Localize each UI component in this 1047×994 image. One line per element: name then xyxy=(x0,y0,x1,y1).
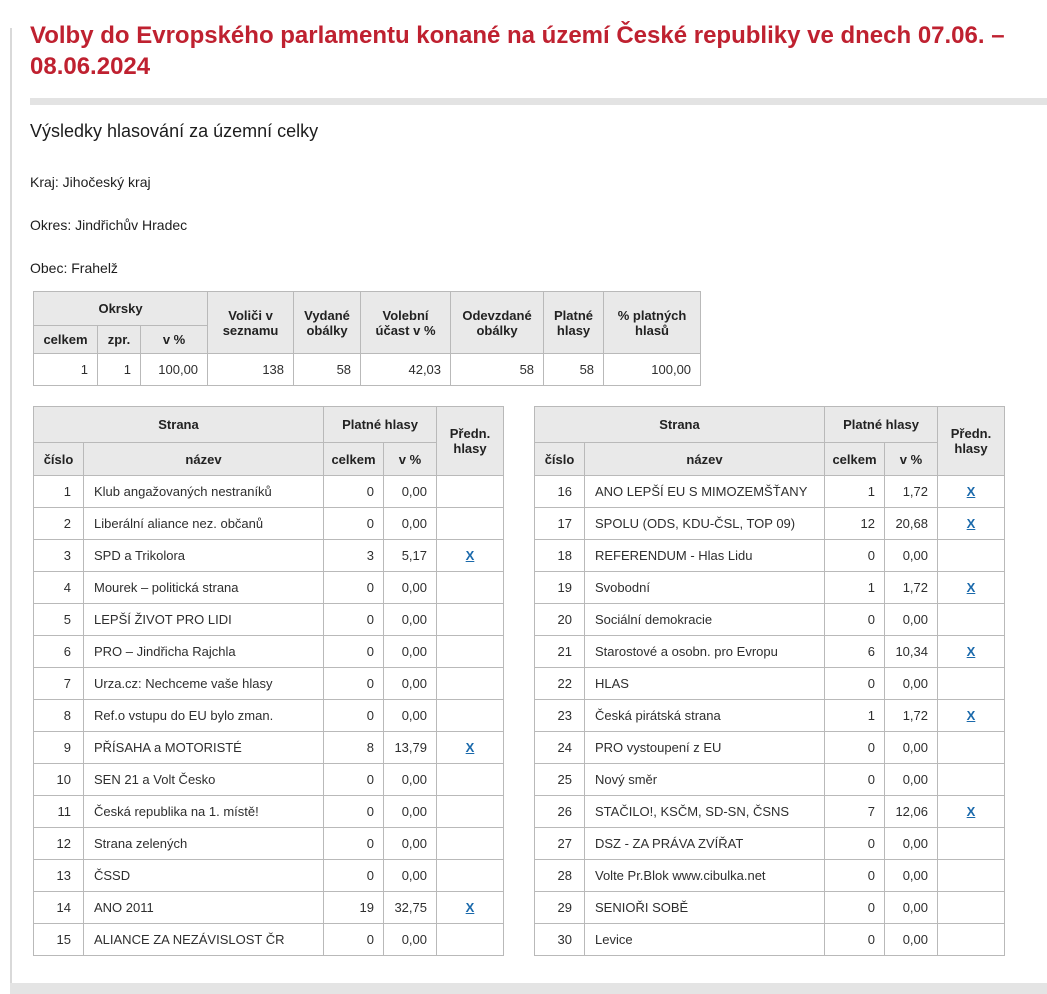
pref-votes-link[interactable]: X xyxy=(465,548,475,563)
party-row xyxy=(535,892,1005,924)
party-name-cell: SPOLU (ODS, KDU-ČSL, TOP 09) xyxy=(585,508,825,540)
votes-total-cell: 0 xyxy=(324,668,384,700)
party-number-cell: 10 xyxy=(34,764,84,796)
party-row xyxy=(34,572,504,604)
party-name-cell: Volte Pr.Blok www.cibulka.net xyxy=(585,860,825,892)
party-name-cell: ANO 2011 xyxy=(84,892,324,924)
votes-pct-cell: 0,00 xyxy=(384,668,437,700)
votes-pct-cell: 1,72 xyxy=(885,572,938,604)
header-cislo: číslo xyxy=(535,443,585,476)
party-row xyxy=(535,700,1005,732)
party-number-cell: 19 xyxy=(535,572,585,604)
votes-total-cell: 0 xyxy=(324,636,384,668)
header-nazev: název xyxy=(84,443,324,476)
party-row xyxy=(34,700,504,732)
volici-v-seznamu-value: 138 xyxy=(208,354,294,386)
party-number-cell: 29 xyxy=(535,892,585,924)
party-name-cell: Ref.o vstupu do EU bylo zman. xyxy=(84,700,324,732)
party-number-cell: 27 xyxy=(535,828,585,860)
party-name-cell: Klub angažovaných nestraníků xyxy=(84,476,324,508)
votes-total-cell: 0 xyxy=(825,540,885,572)
party-row xyxy=(34,796,504,828)
party-number-cell: 20 xyxy=(535,604,585,636)
party-name-cell: Česká pirátská strana xyxy=(585,700,825,732)
party-number-cell: 11 xyxy=(34,796,84,828)
party-name-cell: Česká republika na 1. místě! xyxy=(84,796,324,828)
pref-votes-link[interactable]: X xyxy=(966,804,976,819)
pref-votes-cell xyxy=(938,540,1005,572)
header-odevzdane-obalky: Odevzdané obálky xyxy=(451,292,544,354)
party-number-cell: 25 xyxy=(535,764,585,796)
party-row xyxy=(535,764,1005,796)
votes-total-cell: 0 xyxy=(825,668,885,700)
party-row xyxy=(34,540,504,572)
header-strana: Strana xyxy=(535,407,825,443)
header-pct-platnych-hlasu: % platných hlasů xyxy=(604,292,701,354)
header-strana: Strana xyxy=(34,407,324,443)
votes-total-cell: 0 xyxy=(324,476,384,508)
party-row xyxy=(535,828,1005,860)
okres-line: Okres: Jindřichův Hradec xyxy=(30,217,188,233)
party-row xyxy=(535,572,1005,604)
party-number-cell: 3 xyxy=(34,540,84,572)
party-row xyxy=(535,668,1005,700)
party-name-cell: ALIANCE ZA NEZÁVISLOST ČR xyxy=(84,924,324,956)
party-row xyxy=(535,796,1005,828)
votes-pct-cell: 0,00 xyxy=(384,508,437,540)
votes-pct-cell: 0,00 xyxy=(885,668,938,700)
party-table-left xyxy=(33,406,504,956)
party-row xyxy=(34,860,504,892)
votes-pct-cell: 0,00 xyxy=(384,860,437,892)
pref-votes-cell xyxy=(938,860,1005,892)
pref-votes-cell xyxy=(437,508,504,540)
votes-pct-cell: 0,00 xyxy=(384,764,437,796)
party-number-cell: 7 xyxy=(34,668,84,700)
pref-votes-link[interactable]: X xyxy=(465,900,475,915)
votes-pct-cell: 0,00 xyxy=(885,828,938,860)
pref-votes-cell xyxy=(938,668,1005,700)
party-number-cell: 21 xyxy=(535,636,585,668)
votes-total-cell: 0 xyxy=(324,796,384,828)
party-row xyxy=(535,540,1005,572)
votes-total-cell: 8 xyxy=(324,732,384,764)
votes-pct-cell: 0,00 xyxy=(885,732,938,764)
header-volebni-ucast: Volební účast v % xyxy=(361,292,451,354)
votes-total-cell: 19 xyxy=(324,892,384,924)
votes-total-cell: 0 xyxy=(324,764,384,796)
party-row xyxy=(535,476,1005,508)
vydane-obalky-value: 58 xyxy=(294,354,361,386)
pref-votes-cell xyxy=(437,892,504,924)
party-row xyxy=(535,924,1005,956)
party-row xyxy=(535,604,1005,636)
pref-votes-link[interactable]: X xyxy=(966,708,976,723)
okrsky-celkem-value: 1 xyxy=(34,354,98,386)
votes-pct-cell: 13,79 xyxy=(384,732,437,764)
votes-total-cell: 0 xyxy=(825,732,885,764)
party-name-cell: Svobodní xyxy=(585,572,825,604)
votes-pct-cell: 0,00 xyxy=(384,924,437,956)
party-table-right xyxy=(534,406,1005,956)
votes-total-cell: 0 xyxy=(324,828,384,860)
votes-total-cell: 0 xyxy=(324,700,384,732)
pct-platnych-hlasu-value: 100,00 xyxy=(604,354,701,386)
votes-total-cell: 0 xyxy=(825,764,885,796)
header-platne-hlasy: Platné hlasy xyxy=(825,407,938,443)
header-okrsky-celkem: celkem xyxy=(34,326,98,354)
votes-total-cell: 1 xyxy=(825,700,885,732)
votes-pct-cell: 1,72 xyxy=(885,700,938,732)
party-number-cell: 17 xyxy=(535,508,585,540)
pref-votes-cell xyxy=(938,828,1005,860)
party-name-cell: SEN 21 a Volt Česko xyxy=(84,764,324,796)
party-name-cell: Nový směr xyxy=(585,764,825,796)
party-row xyxy=(34,828,504,860)
votes-total-cell: 0 xyxy=(324,572,384,604)
votes-total-cell: 12 xyxy=(825,508,885,540)
pref-votes-cell xyxy=(437,924,504,956)
votes-total-cell: 0 xyxy=(825,892,885,924)
party-row xyxy=(34,732,504,764)
party-number-cell: 23 xyxy=(535,700,585,732)
pref-votes-link[interactable]: X xyxy=(966,484,976,499)
party-name-cell: SPD a Trikolora xyxy=(84,540,324,572)
title-divider xyxy=(30,98,1047,105)
party-row xyxy=(34,924,504,956)
pref-votes-cell xyxy=(437,668,504,700)
party-number-cell: 30 xyxy=(535,924,585,956)
party-name-cell: Starostové a osobn. pro Evropu xyxy=(585,636,825,668)
party-number-cell: 16 xyxy=(535,476,585,508)
kraj-line: Kraj: Jihočeský kraj xyxy=(30,174,151,190)
party-number-cell: 2 xyxy=(34,508,84,540)
party-name-cell: STAČILO!, KSČM, SD-SN, ČSNS xyxy=(585,796,825,828)
pref-votes-cell xyxy=(437,860,504,892)
party-number-cell: 26 xyxy=(535,796,585,828)
volebni-ucast-value: 42,03 xyxy=(361,354,451,386)
party-number-cell: 12 xyxy=(34,828,84,860)
header-v-pct: v % xyxy=(885,443,938,476)
header-vydane-obalky: Vydané obálky xyxy=(294,292,361,354)
header-predn-hlasy: Předn. hlasy xyxy=(437,407,504,476)
bottom-divider xyxy=(10,983,1047,994)
votes-pct-cell: 0,00 xyxy=(384,828,437,860)
party-number-cell: 24 xyxy=(535,732,585,764)
party-name-cell: Sociální demokracie xyxy=(585,604,825,636)
party-name-cell: ANO LEPŠÍ EU S MIMOZEMŠŤANY xyxy=(585,476,825,508)
pref-votes-cell xyxy=(938,924,1005,956)
votes-pct-cell: 0,00 xyxy=(885,860,938,892)
header-cislo: číslo xyxy=(34,443,84,476)
votes-pct-cell: 0,00 xyxy=(384,796,437,828)
header-celkem: celkem xyxy=(825,443,885,476)
pref-votes-cell xyxy=(437,476,504,508)
pref-votes-cell xyxy=(437,796,504,828)
votes-pct-cell: 0,00 xyxy=(384,572,437,604)
votes-pct-cell: 20,68 xyxy=(885,508,938,540)
pref-votes-cell xyxy=(437,604,504,636)
party-tables xyxy=(33,406,1047,956)
votes-pct-cell: 0,00 xyxy=(384,636,437,668)
votes-pct-cell: 0,00 xyxy=(384,604,437,636)
header-nazev: název xyxy=(585,443,825,476)
votes-total-cell: 0 xyxy=(324,924,384,956)
party-number-cell: 18 xyxy=(535,540,585,572)
party-row xyxy=(34,636,504,668)
votes-pct-cell: 0,00 xyxy=(885,892,938,924)
party-name-cell: SENIOŘI SOBĚ xyxy=(585,892,825,924)
votes-total-cell: 7 xyxy=(825,796,885,828)
party-number-cell: 13 xyxy=(34,860,84,892)
party-number-cell: 14 xyxy=(34,892,84,924)
votes-total-cell: 0 xyxy=(324,508,384,540)
page-title: Volby do Evropského parlamentu konané na území České republiky ve dnech 07.06. – 08.06.2024 xyxy=(30,22,1005,80)
pref-votes-cell xyxy=(938,636,1005,668)
party-name-cell: Mourek – politická strana xyxy=(84,572,324,604)
party-number-cell: 4 xyxy=(34,572,84,604)
pref-votes-cell xyxy=(437,700,504,732)
party-name-cell: Strana zelených xyxy=(84,828,324,860)
pref-votes-link[interactable]: X xyxy=(966,516,976,531)
header-celkem: celkem xyxy=(324,443,384,476)
votes-pct-cell: 1,72 xyxy=(885,476,938,508)
pref-votes-cell xyxy=(437,636,504,668)
party-name-cell: Urza.cz: Nechceme vaše hlasy xyxy=(84,668,324,700)
party-number-cell: 15 xyxy=(34,924,84,956)
pref-votes-link[interactable]: X xyxy=(966,644,976,659)
party-name-cell: Liberální aliance nez. občanů xyxy=(84,508,324,540)
votes-pct-cell: 5,17 xyxy=(384,540,437,572)
okrsky-zpr-value: 1 xyxy=(98,354,141,386)
pref-votes-cell xyxy=(938,572,1005,604)
party-row xyxy=(34,764,504,796)
votes-total-cell: 6 xyxy=(825,636,885,668)
votes-total-cell: 0 xyxy=(825,828,885,860)
party-number-cell: 28 xyxy=(535,860,585,892)
summary-table xyxy=(33,291,701,386)
votes-pct-cell: 0,00 xyxy=(885,604,938,636)
pref-votes-cell xyxy=(938,732,1005,764)
header-volici-v-seznamu: Voliči v seznamu xyxy=(208,292,294,354)
party-name-cell: PRO – Jindřicha Rajchla xyxy=(84,636,324,668)
votes-pct-cell: 0,00 xyxy=(885,540,938,572)
votes-pct-cell: 0,00 xyxy=(885,764,938,796)
votes-total-cell: 0 xyxy=(825,924,885,956)
party-row xyxy=(535,860,1005,892)
party-row xyxy=(34,508,504,540)
party-number-cell: 8 xyxy=(34,700,84,732)
votes-pct-cell: 0,00 xyxy=(384,700,437,732)
header-v-pct: v % xyxy=(384,443,437,476)
votes-pct-cell: 10,34 xyxy=(885,636,938,668)
votes-pct-cell: 12,06 xyxy=(885,796,938,828)
party-row xyxy=(34,604,504,636)
party-number-cell: 1 xyxy=(34,476,84,508)
pref-votes-cell xyxy=(938,796,1005,828)
obec-line: Obec: Frahelž xyxy=(30,260,118,276)
votes-total-cell: 0 xyxy=(324,604,384,636)
odevzdane-obalky-value: 58 xyxy=(451,354,544,386)
votes-total-cell: 0 xyxy=(825,604,885,636)
party-name-cell: HLAS xyxy=(585,668,825,700)
pref-votes-cell xyxy=(938,700,1005,732)
pref-votes-cell xyxy=(938,476,1005,508)
party-name-cell: ČSSD xyxy=(84,860,324,892)
pref-votes-cell xyxy=(437,828,504,860)
party-row xyxy=(535,636,1005,668)
votes-total-cell: 0 xyxy=(825,860,885,892)
section-title: Výsledky hlasování za územní celky xyxy=(30,121,319,141)
platne-hlasy-value: 58 xyxy=(544,354,604,386)
party-number-cell: 6 xyxy=(34,636,84,668)
party-name-cell: PŘÍSAHA a MOTORISTÉ xyxy=(84,732,324,764)
votes-total-cell: 0 xyxy=(324,860,384,892)
pref-votes-link[interactable]: X xyxy=(465,740,475,755)
pref-votes-cell xyxy=(938,892,1005,924)
party-number-cell: 22 xyxy=(535,668,585,700)
votes-pct-cell: 0,00 xyxy=(885,924,938,956)
party-number-cell: 5 xyxy=(34,604,84,636)
party-row xyxy=(34,668,504,700)
party-row xyxy=(34,476,504,508)
party-name-cell: REFERENDUM - Hlas Lidu xyxy=(585,540,825,572)
summary-row xyxy=(34,354,701,386)
party-row xyxy=(535,732,1005,764)
votes-total-cell: 1 xyxy=(825,572,885,604)
pref-votes-cell xyxy=(437,732,504,764)
party-name-cell: Levice xyxy=(585,924,825,956)
party-row xyxy=(535,508,1005,540)
pref-votes-cell xyxy=(437,764,504,796)
votes-pct-cell: 32,75 xyxy=(384,892,437,924)
header-platne-hlasy: Platné hlasy xyxy=(544,292,604,354)
pref-votes-link[interactable]: X xyxy=(966,580,976,595)
party-name-cell: PRO vystoupení z EU xyxy=(585,732,825,764)
party-name-cell: DSZ - ZA PRÁVA ZVÍŘAT xyxy=(585,828,825,860)
pref-votes-cell xyxy=(938,604,1005,636)
votes-total-cell: 3 xyxy=(324,540,384,572)
votes-pct-cell: 0,00 xyxy=(384,476,437,508)
party-row xyxy=(34,892,504,924)
header-okrsky: Okrsky xyxy=(34,292,208,326)
header-okrsky-v-pct: v % xyxy=(141,326,208,354)
header-predn-hlasy: Předn. hlasy xyxy=(938,407,1005,476)
party-number-cell: 9 xyxy=(34,732,84,764)
header-platne-hlasy: Platné hlasy xyxy=(324,407,437,443)
pref-votes-cell xyxy=(437,572,504,604)
pref-votes-cell xyxy=(938,764,1005,796)
pref-votes-cell xyxy=(437,540,504,572)
page-content xyxy=(30,20,1047,956)
votes-total-cell: 1 xyxy=(825,476,885,508)
page-left-border xyxy=(10,28,12,994)
party-name-cell: LEPŠÍ ŽIVOT PRO LIDI xyxy=(84,604,324,636)
header-okrsky-zpr: zpr. xyxy=(98,326,141,354)
okrsky-v-pct-value: 100,00 xyxy=(141,354,208,386)
pref-votes-cell xyxy=(938,508,1005,540)
